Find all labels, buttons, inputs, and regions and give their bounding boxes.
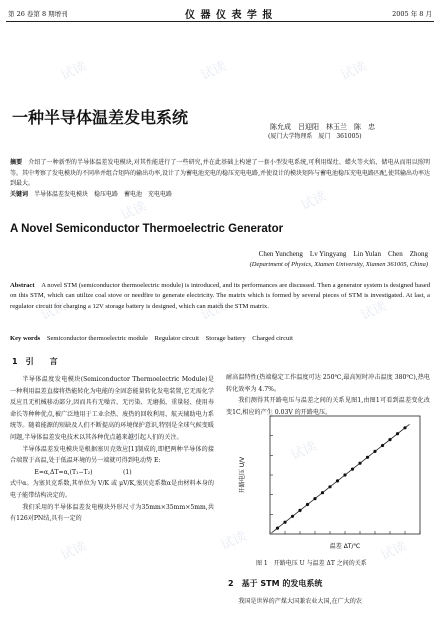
right-paragraph: 我们测得其开路电压与温差之间的关系见图1,由图1可看到温差变化改变1C,相应的产生 0.03V 的开路电压。 — [226, 397, 430, 416]
figure-1-caption: 图 1 开路电压 U 与温差 ΔT 之间的关系 — [256, 560, 367, 567]
abstract-en-label: Abstract — [10, 282, 35, 289]
data-point — [276, 527, 279, 530]
data-point — [328, 485, 331, 488]
abstract-en-text: A novel STM (semiconductor thermoelectric module) is introduced, and its performances are discussed. Then a generator system is designed based on this STM, which can utilize coal stove or needfire to generate electricity. The matrix which is formed by several pieces of STM is investigated. At last, a regulator circuit for charging a 12V storage battery is designed, which can match the STM matrix. — [10, 282, 431, 310]
section-1-paragraph: 半导体温度发电模块(Semiconductor Thermoelectric Module)是一种利用温差直接将热能转化为电能的全固态能量转化发电装置,它无需化学反应且无机械移动部分,因而具有无噪音、无污染、无磨损、重量轻、使用寿命长等种种优点,被广泛地用于工业余热、废热的回收利用、航天辅助电力系统等。随着能源的短缺及人们不断提高的环境保护意识,特别是全球气候变暖问题,半导体温差发电技术以其各种优点越来越引起人们的关注。 — [10, 376, 214, 441]
section-1-heading: 1 引 言 — [12, 357, 58, 366]
watermark-text: 试读 — [58, 59, 89, 84]
data-point — [283, 521, 286, 524]
header-rule — [6, 21, 434, 22]
watermark-text: 试读 — [378, 539, 409, 564]
watermark-text: 试读 — [218, 529, 249, 554]
right-paragraph: 耐高温特性(热端稳定工作温度可达 250℃,最高短时冲击温度 380℃),热电转化效率为 4.7%。 — [226, 374, 430, 393]
watermark-text: 试读 — [118, 199, 149, 224]
section-2-paragraph: 我国是世界的产煤大国兼农业大国,在广大的农 — [238, 598, 362, 605]
data-point — [373, 450, 376, 453]
issue-date: 2005 年 8 月 — [392, 10, 432, 18]
data-point — [396, 432, 399, 435]
x-axis-label: 温差 ΔT/℃ — [329, 543, 361, 550]
figure-1-chart — [232, 408, 432, 558]
equation-1: E=α,ΔT=α,(T₁−T₂) (1) — [34, 468, 132, 476]
data-point — [403, 426, 406, 429]
journal-name: 仪 器 仪 表 学 报 — [185, 10, 274, 21]
abstract-en — [10, 281, 430, 312]
data-point — [313, 497, 316, 500]
watermark-text: 试读 — [108, 429, 139, 454]
y-axis-label: 开路电压 U/V — [239, 456, 246, 494]
section-1-paragraph: 半导体温差发电模块是根据塞贝克效应[1]制成的,即把两种半导体的接合端置于高温,处于低温环境的另一端就可得到电动势 E: — [10, 445, 214, 465]
keywords-en-label: Key words — [10, 335, 41, 342]
authors-en: Chen Yuncheng Lv Yingyang Lin Yulan Chen Zhong — [258, 250, 428, 258]
keywords-en — [10, 334, 430, 344]
keywords-cn-label: 关键词 — [10, 191, 29, 198]
data-point — [321, 491, 324, 494]
watermark-text: 试读 — [338, 59, 369, 84]
abstract-cn — [10, 158, 430, 190]
data-point — [298, 509, 301, 512]
data-point — [381, 444, 384, 447]
data-point — [388, 438, 391, 441]
keywords-cn — [10, 190, 430, 201]
affiliation-cn: (厦门大学物理系 厦门 361005) — [268, 133, 362, 140]
watermark-text: 试读 — [298, 189, 329, 214]
data-point — [358, 462, 361, 465]
watermark-text: 试读 — [198, 59, 229, 84]
watermark-text: 试读 — [358, 299, 389, 324]
watermark-text: 试读 — [58, 539, 89, 564]
data-point — [306, 503, 309, 506]
abstract-cn-text: 介绍了一种新型的半导体温差发电模块,对其性能进行了一些研究,并在此基础上构建了一套小型发电系统,可利用煤灶、蜡火等火焰、储电从而用以照明等。其中考察了发电模块的不同串并组合矩阵的输出功率,设计了为蓄电池充电的稳压充电电路,并使设计的模块矩阵与蓄电池稳压充电电路匹配,使其输出功率达到最大。 — [10, 159, 430, 187]
section-2-heading: 2 基于 STM 的发电系统 — [228, 579, 323, 588]
data-point — [291, 515, 294, 518]
section-1-paragraph: 式中α。为塞贝克系数,其单位为 V/K 或 μV/K,塞贝克系数α是由材料本身的电子能带结构决定的。 — [10, 480, 214, 499]
affiliation-en: (Department of Physics, Xiamen University, Xiamen 361005, China) — [249, 261, 428, 268]
paper-title-cn: 一种半导体温差发电系统 — [12, 108, 189, 127]
section-1-body — [10, 374, 214, 525]
journal-volume: 第 26 卷第 8 期增刊 — [8, 10, 68, 18]
authors-cn: 陈允成 吕迎阳 林玉兰 陈 忠 — [270, 123, 375, 131]
watermark-text: 试读 — [38, 299, 69, 324]
data-point — [343, 473, 346, 476]
paper-title-en: A Novel Semiconductor Thermoelectric Generator — [10, 223, 284, 235]
abstract-cn-label: 摘要 — [10, 159, 23, 166]
data-point — [366, 456, 369, 459]
keywords-cn-text: 半导体温差发电模块 稳压电路 蓄电池 充电电路 — [34, 191, 173, 198]
watermark-text: 试读 — [288, 439, 319, 464]
keywords-en-text: Semiconductor thermoelectric module Regulator circuit Storage battery Charged circuit — [46, 335, 293, 342]
data-point — [351, 468, 354, 471]
watermark-text: 试读 — [198, 299, 229, 324]
figure-1 — [232, 408, 432, 558]
data-point — [336, 479, 339, 482]
section-1-paragraph: 我们采用的半导体温差发电模块外形尺寸为35mm×35mm×5mm,共有126对PN结,具有一定的 — [10, 503, 214, 523]
